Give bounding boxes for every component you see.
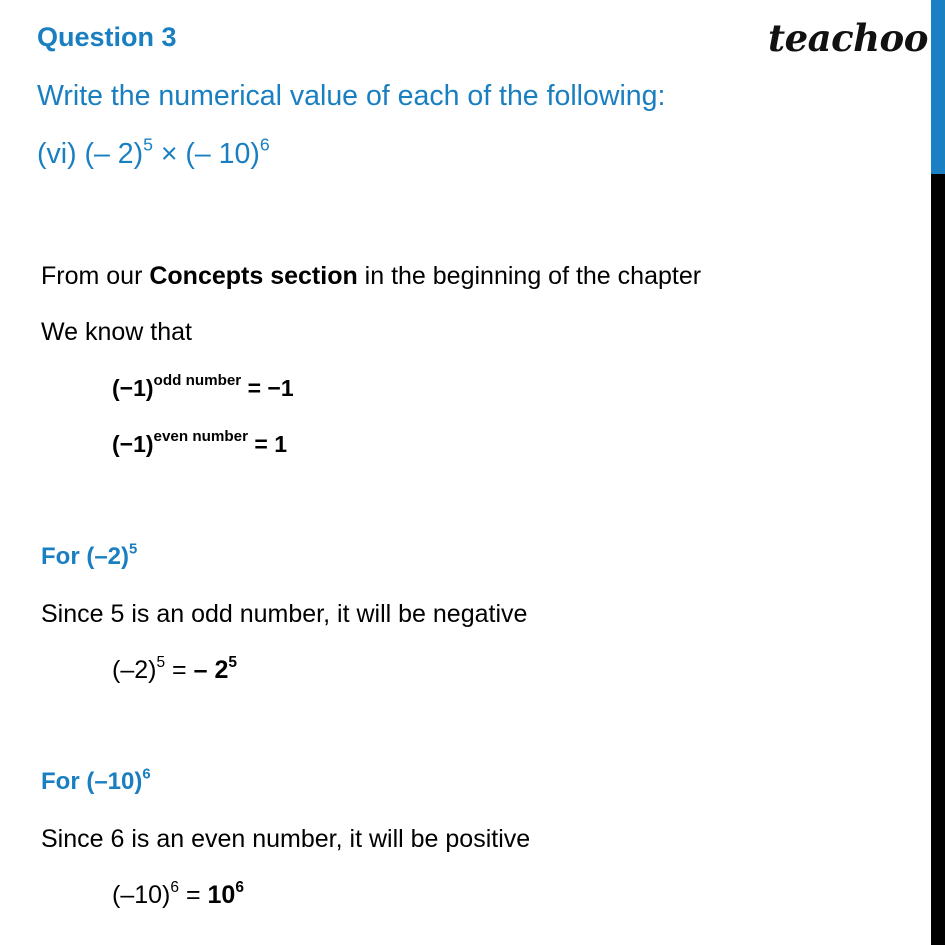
part-b-heading: [41, 768, 151, 796]
part-a-heading-exponent: 5: [129, 541, 138, 558]
concepts-intro-end: in the beginning of the chapter: [357, 262, 702, 290]
part-b-result-base: 10: [207, 881, 236, 909]
scrollbar-thumb[interactable]: [931, 0, 945, 174]
question-exponent-2: 6: [259, 134, 270, 155]
question-prefix: (vi) (– 2): [37, 138, 144, 170]
part-a-equation: [112, 653, 237, 685]
rule-even-base: (−1): [112, 431, 154, 457]
question-middle: × (– 10): [152, 138, 260, 170]
part-b-heading-exponent: 6: [142, 766, 151, 783]
part-a-result-exponent: 5: [228, 653, 237, 671]
part-b-eq-equals: =: [179, 881, 208, 909]
part-a-heading: [41, 543, 137, 571]
we-know-that: We know that: [41, 318, 193, 346]
concepts-section-link-text: Concepts section: [149, 262, 358, 290]
rule-odd-result: = −1: [241, 375, 294, 401]
part-b-heading-base: For (–10): [41, 768, 143, 795]
rule-even-power: [112, 428, 287, 458]
rule-odd-base: (−1): [112, 375, 154, 401]
rule-even-exponent: even number: [153, 428, 248, 446]
teachoo-logo: teachoo: [768, 16, 928, 60]
part-a-heading-base: For (–2): [41, 543, 130, 570]
question-title: Question 3: [37, 22, 177, 52]
question-exponent-1: 5: [143, 134, 153, 155]
rule-odd-power: [112, 372, 294, 402]
part-b-explanation: Since 6 is an even number, it will be positive: [41, 825, 531, 853]
concepts-intro-start: From our: [41, 262, 150, 290]
part-a-result: [193, 653, 237, 684]
question-expression: [37, 134, 270, 171]
part-b-eq-base: (–10): [112, 881, 171, 909]
part-b-result: [207, 878, 244, 909]
part-b-result-exponent: 6: [235, 878, 244, 896]
part-a-eq-base: (–2): [112, 656, 157, 684]
part-a-result-base: – 2: [193, 656, 229, 684]
part-a-eq-equals: =: [165, 656, 194, 684]
question-prompt: Write the numerical value of each of the following:: [37, 80, 666, 112]
rule-even-result: = 1: [247, 431, 287, 457]
concepts-intro: [41, 262, 701, 291]
rule-odd-exponent: odd number: [153, 372, 242, 390]
part-b-equation: [112, 878, 244, 910]
part-b-eq-exponent: 6: [170, 878, 179, 896]
part-a-eq-exponent: 5: [156, 653, 166, 671]
part-a-explanation: Since 5 is an odd number, it will be negative: [41, 600, 528, 628]
